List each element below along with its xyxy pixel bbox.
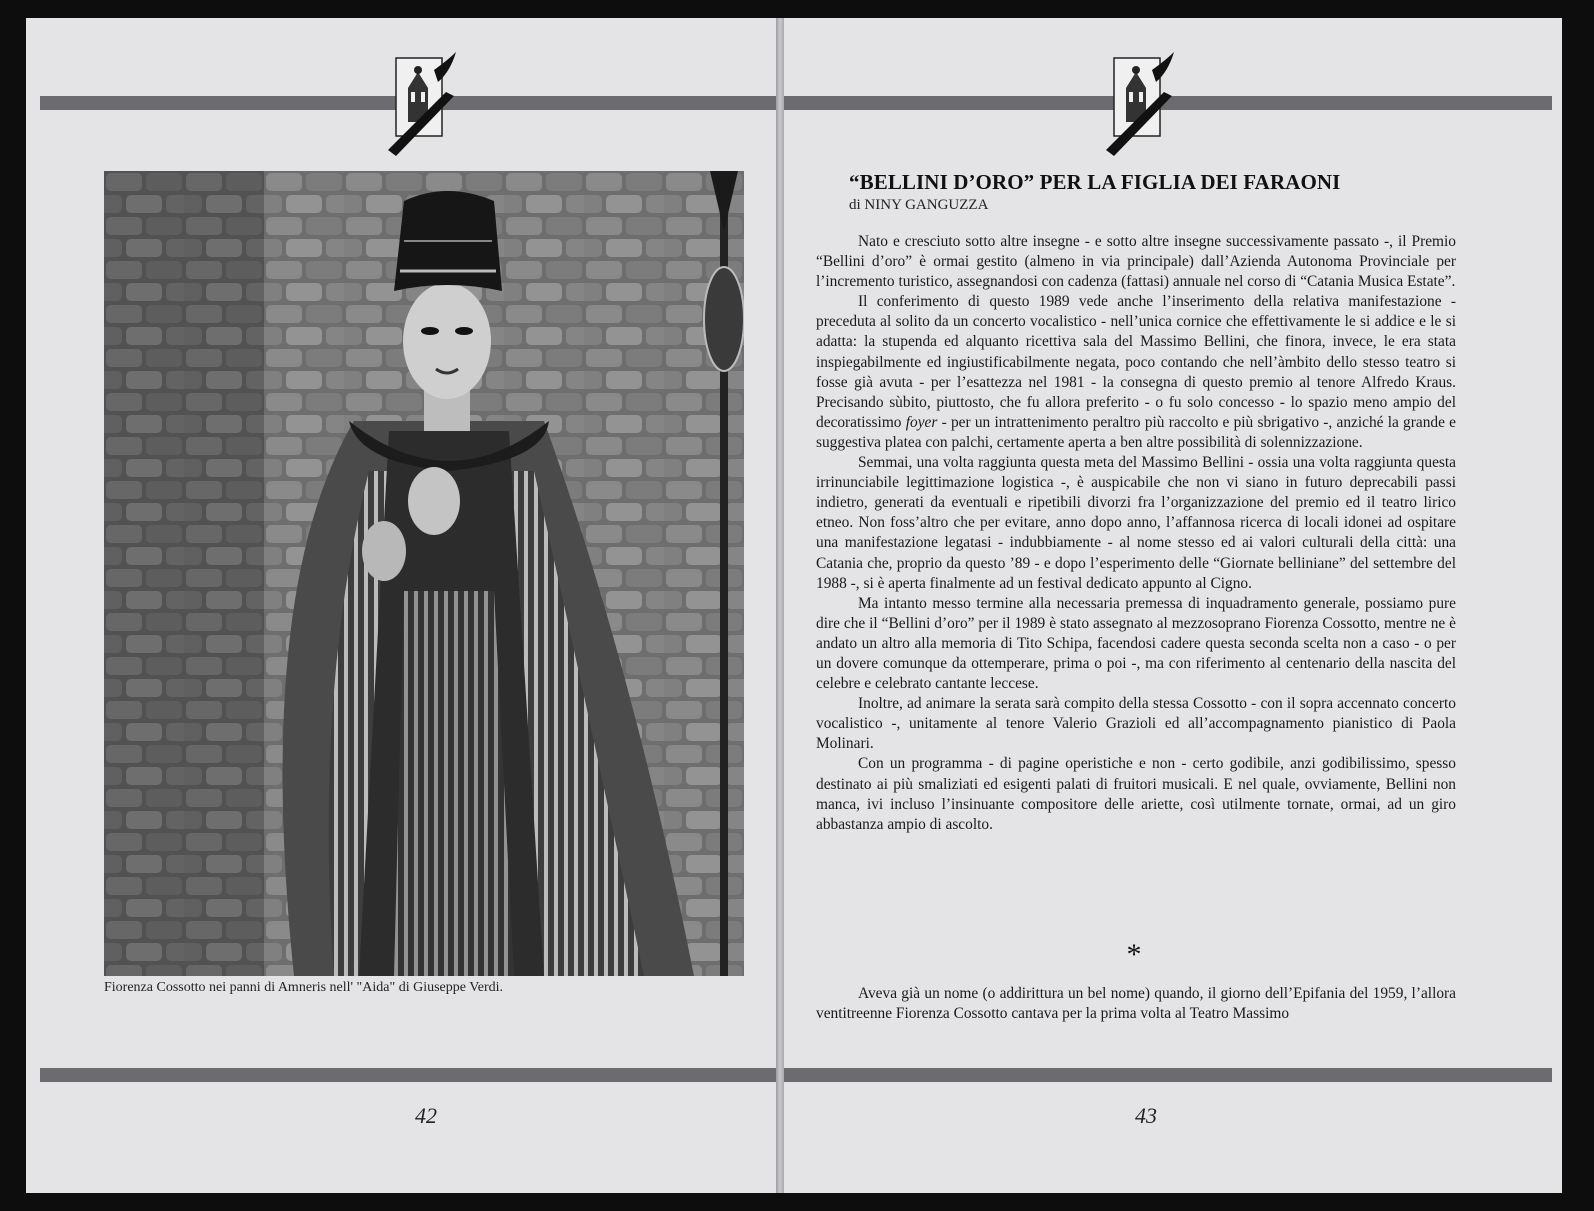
article-title: “BELLINI D’ORO” PER LA FIGLIA DEI FARAONI (849, 170, 1341, 194)
paragraph: Inoltre, ad animare la serata sarà compito della stessa Cossotto - con il sopra accennato concerto vocalistico -, unitamente al tenore Valerio Grazioli ed all’accompagnamento pianistico di Paola Molinari. (816, 695, 1456, 753)
article-body (816, 232, 1456, 835)
photo-amneris-costume (104, 171, 744, 976)
footer-band (784, 1068, 1552, 1082)
paragraph: Con un programma - di pagine operistiche e non - certo godibile, anzi godibilissimo, spesso destinato ai più smaliziati ed esigenti palati di fruitori musicali. E nel quale, ovviamente, Bellini non manca, ivi incluso l’insinuante compositore delle ariette, così utilmente tornate, ormai, ad un giro abbastanza ampio di ascolto. (816, 755, 1456, 833)
footer-band (40, 1068, 776, 1082)
right-page (784, 18, 1562, 1193)
section-separator: * (1126, 938, 1142, 971)
theatre-logo-icon (1102, 52, 1178, 162)
photo-caption: Fiorenza Cossotto nei panni di Amneris nell' "Aida" di Giuseppe Verdi. (104, 980, 504, 995)
paragraph: Semmai, una volta raggiunta questa meta del Massimo Bellini - ossia una volta raggiunta questa irrinunciabile legittimazione logistica -, è auspicabile che non vi siano in futuro deprecabili passi indietro, generati da eventuali e ripetibili divorzi fra l’organizzazione del premio ed il teatro lirico etneo. Non foss’altro che per evitare, anno dopo anno, l’affannosa ricerca di locali idonei ad ospitare una manifestazione legatasi - indubbiamente - al nome stesso ed ai valori culturali della città: una Catania che, proprio da questo ’89 - e dopo l’esperimento delle “Giornate belliniane” del settembre del 1988 -, si è aperta finalmente ad un festival dedicato appunto al Cigno. (816, 454, 1456, 592)
paragraph: Nato e cresciuto sotto altre insegne - e sotto altre insegne successivamente passato -, il Premio “Bellini d’oro” è ormai gestito (almeno in via principale) dall’Azienda Autonoma Provinciale per l’incremento turistico, assegnandosi con cadenza (fattasi) annuale nel corso di “Catania Musica Estate”. (816, 233, 1456, 291)
article-byline: di NINY GANGUZZA (849, 197, 989, 213)
photo-illustration (104, 171, 744, 976)
paragraph: Aveva già un nome (o addirittura un bel nome) quando, il giorno dell’Epifania del 1959, l’allora ventitreenne Fiorenza Cossotto cantava per la prima volta al Teatro Massimo (816, 985, 1456, 1023)
foyer-word: foyer (905, 413, 938, 431)
book-gutter (776, 18, 784, 1193)
paragraph: Il conferimento di questo 1989 vede anche l’inserimento della relativa manifestazione - preceduta al solito da un concerto vocalistico - nell’unica cornice che effettivamente le si addice e le si adatta: la stupenda ed alquanto ricettiva sala del Massimo Bellini, che finora, invece, le era stata inspiegabilmente ed ingiustificabilmente negata, poco contando che nell’àmbito dello stesso teatro si fosse già avuta - per l’esattezza nel 1981 - la consegna di questo premio al tenore Alfredo Kraus. Precisando sùbito, piuttosto, che fu allora preferito - o fu solo concesso - lo spazio meno ampio del decoratissimo foyer - per un intrattenimento peraltro più raccolto e più sbrigativo -, anziché la grande e suggestiva platea con palchi, certamente aperta a ben altre possibilità di solennizzazione. (816, 293, 1456, 451)
page-number: 43 (1135, 1103, 1157, 1128)
paragraph: Ma intanto messo termine alla necessaria premessa di inquadramento generale, possiamo pure dire che il “Bellini d’oro” per il 1989 è stato assegnato al mezzosoprano Fiorenza Cossotto, mentre ne è andato un altro alla memoria di Tito Schipa, facendosi cadere questa seconda scelta non a caso - o per un dovere comunque da ottemperare, prima o poi -, ma con riferimento al centenario della nascita del celebre e celebrato cantante leccese. (816, 594, 1456, 693)
page-number: 42 (415, 1103, 437, 1128)
left-page (26, 18, 776, 1193)
article-continuation (816, 984, 1456, 1024)
theatre-logo-icon (384, 52, 460, 162)
